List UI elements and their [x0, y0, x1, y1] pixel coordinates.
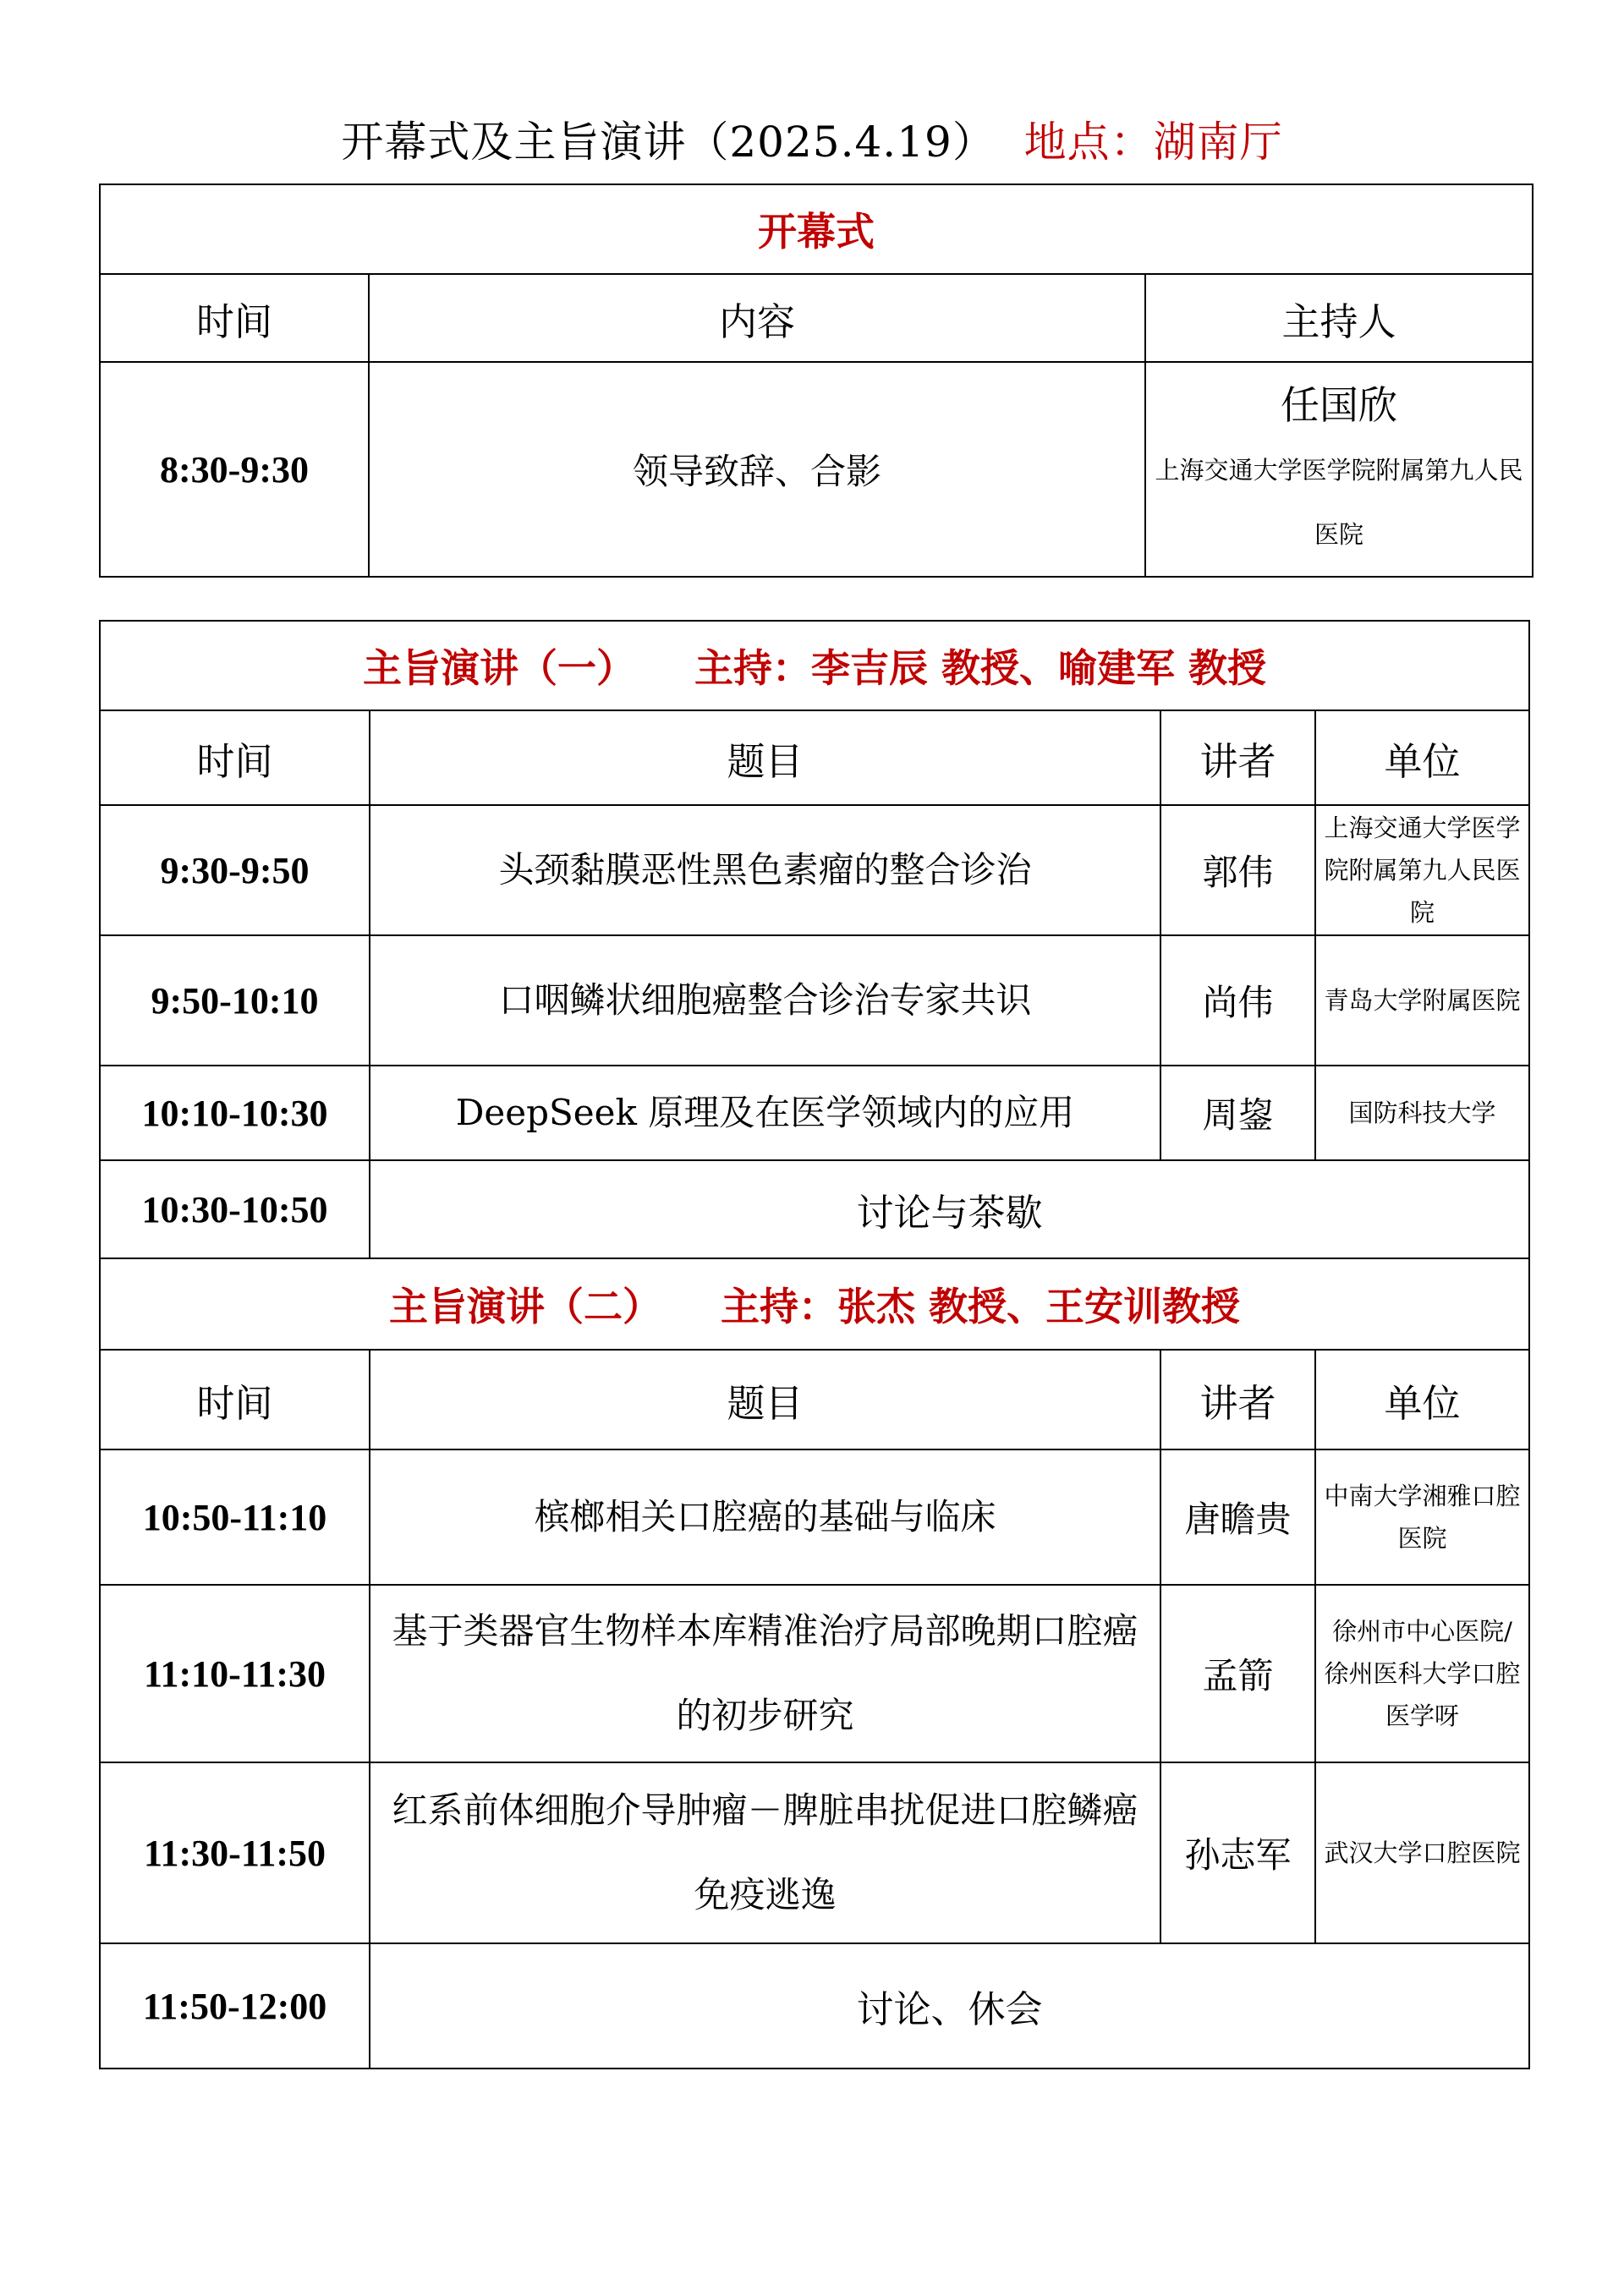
- keynote2-header-time: 时间: [100, 1350, 370, 1449]
- keynote1-header-topic: 题目: [370, 710, 1160, 805]
- keynote1-section-title: [100, 621, 1529, 710]
- table-row: [100, 1585, 1529, 1762]
- table-row: [100, 935, 1529, 1066]
- opening-header-host: 主持人: [1145, 274, 1533, 362]
- title-main: 开幕式及主旨演讲（2025.4.19）: [341, 118, 996, 167]
- talk-time: 10:10-10:30: [100, 1066, 370, 1160]
- opening-host-cell: [1145, 362, 1533, 577]
- talk-speaker: 郭伟: [1160, 805, 1315, 935]
- title-location: 地点：湖南厅: [1023, 118, 1283, 167]
- opening-host-unit: 上海交通大学医学院附属第九人民医院: [1155, 456, 1523, 549]
- talk-unit: 中南大学湘雅口腔医院: [1315, 1449, 1529, 1585]
- talk-topic: DeepSeek 原理及在医学领域内的应用: [370, 1066, 1160, 1160]
- break-label: 讨论与茶歇: [370, 1160, 1529, 1258]
- keynote1-header-speaker: 讲者: [1160, 710, 1315, 805]
- talk-unit: 上海交通大学医学院附属第九人民医院: [1315, 805, 1529, 935]
- keynote1-header-unit: 单位: [1315, 710, 1529, 805]
- talk-time: 11:10-11:30: [100, 1585, 370, 1762]
- talk-unit: 国防科技大学: [1315, 1066, 1529, 1160]
- opening-content: 领导致辞、合影: [369, 362, 1145, 577]
- break-row: [100, 1943, 1529, 2069]
- table-row: [100, 1066, 1529, 1160]
- table-row: [100, 1762, 1529, 1943]
- talk-time: 10:50-11:10: [100, 1449, 370, 1585]
- page-title: [0, 108, 1624, 176]
- keynote2-section-title: [100, 1258, 1529, 1350]
- keynote2-title: 主旨演讲（二）: [389, 1284, 661, 1329]
- keynote1-host: 主持：李吉辰 教授、喻建军 教授: [694, 645, 1267, 691]
- opening-time: 8:30-9:30: [100, 362, 369, 577]
- keynote-table: [99, 620, 1530, 2069]
- table-row: [100, 1449, 1529, 1585]
- talk-speaker: 尚伟: [1160, 935, 1315, 1066]
- opening-host-name: 任国欣: [1281, 382, 1397, 428]
- talk-speaker: 周鋆: [1160, 1066, 1315, 1160]
- keynote2-host: 主持：张杰 教授、王安训教授: [721, 1284, 1241, 1329]
- break-row: [100, 1160, 1529, 1258]
- keynote2-header-speaker: 讲者: [1160, 1350, 1315, 1449]
- break-label: 讨论、休会: [370, 1943, 1529, 2069]
- break-time: 11:50-12:00: [100, 1943, 370, 2069]
- table-row: [100, 805, 1529, 935]
- keynote2-header-topic: 题目: [370, 1350, 1160, 1449]
- keynote1-title: 主旨演讲（一）: [363, 645, 635, 691]
- opening-section-title: 开幕式: [100, 184, 1533, 274]
- keynote1-header-time: 时间: [100, 710, 370, 805]
- opening-header-time: 时间: [100, 274, 369, 362]
- talk-speaker: 孟箭: [1160, 1585, 1315, 1762]
- talk-unit: 青岛大学附属医院: [1315, 935, 1529, 1066]
- talk-time: 9:50-10:10: [100, 935, 370, 1066]
- talk-unit: 徐州市中心医院/徐州医科大学口腔医学呀: [1315, 1585, 1529, 1762]
- talk-topic: 头颈黏膜恶性黑色素瘤的整合诊治: [370, 805, 1160, 935]
- talk-time: 9:30-9:50: [100, 805, 370, 935]
- talk-topic: 红系前体细胞介导肿瘤－脾脏串扰促进口腔鳞癌免疫逃逸: [370, 1762, 1160, 1943]
- talk-time: 11:30-11:50: [100, 1762, 370, 1943]
- talk-topic: 口咽鳞状细胞癌整合诊治专家共识: [370, 935, 1160, 1066]
- talk-speaker: 唐瞻贵: [1160, 1449, 1315, 1585]
- opening-header-content: 内容: [369, 274, 1145, 362]
- talk-speaker: 孙志军: [1160, 1762, 1315, 1943]
- opening-ceremony-table: [99, 184, 1533, 578]
- break-time: 10:30-10:50: [100, 1160, 370, 1258]
- talk-topic: 基于类器官生物样本库精准治疗局部晚期口腔癌的初步研究: [370, 1585, 1160, 1762]
- talk-topic: 槟榔相关口腔癌的基础与临床: [370, 1449, 1160, 1585]
- talk-unit: 武汉大学口腔医院: [1315, 1762, 1529, 1943]
- keynote2-header-unit: 单位: [1315, 1350, 1529, 1449]
